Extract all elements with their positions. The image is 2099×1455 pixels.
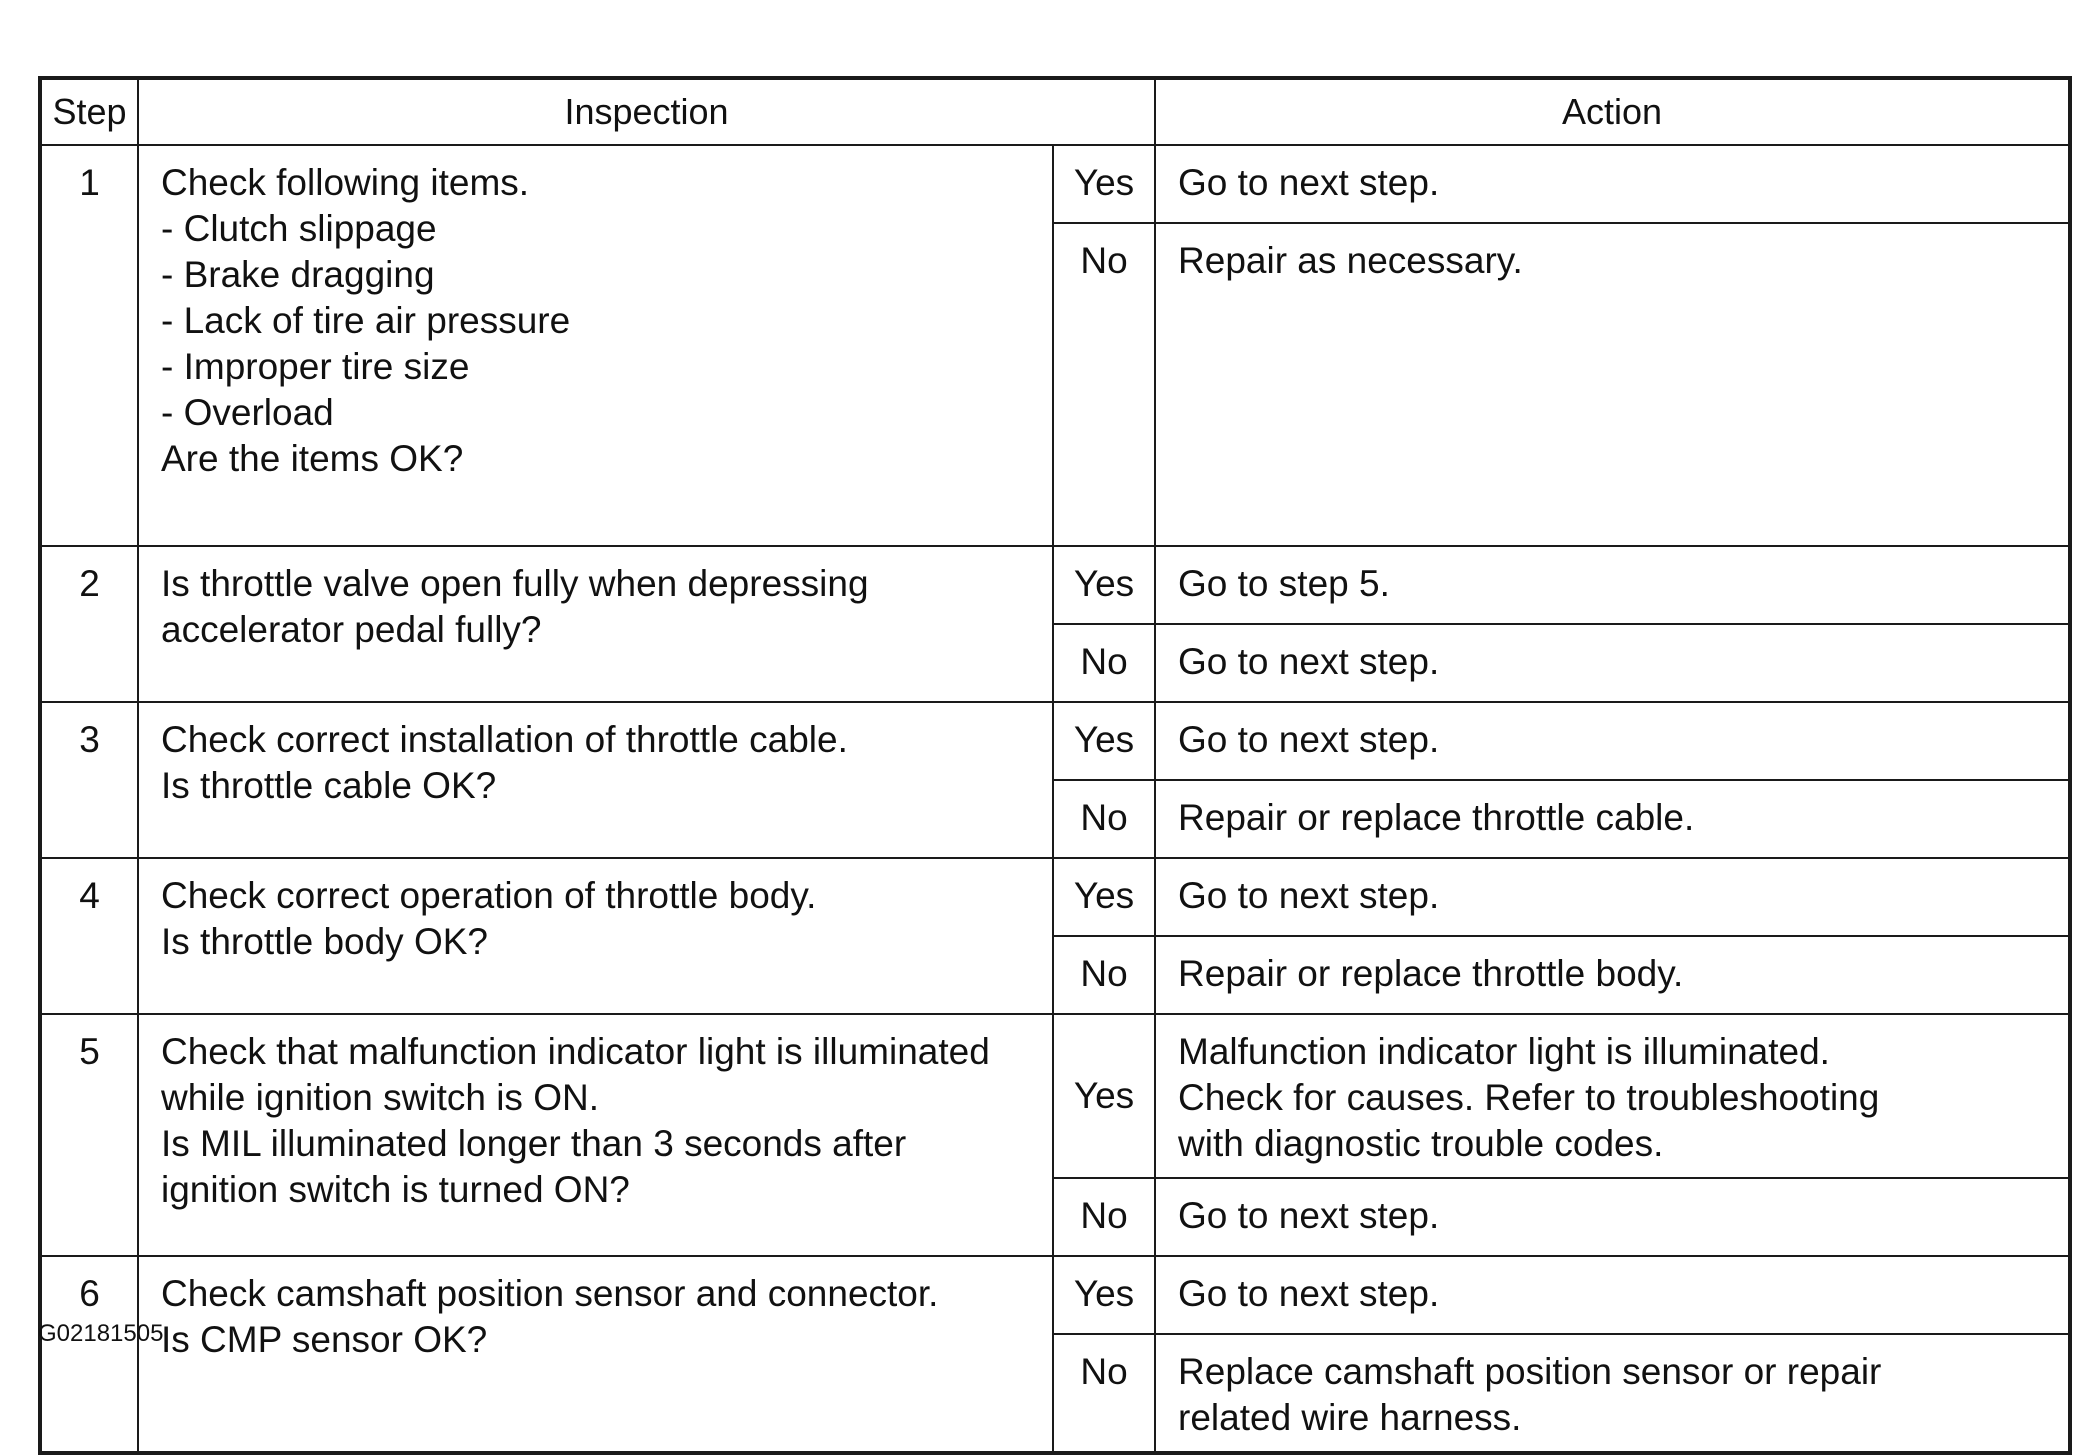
inspection-cell (138, 1256, 1053, 1453)
action-line: Go to next step. (1178, 162, 1440, 203)
table-row (40, 546, 2070, 624)
action-line: Repair or replace throttle body. (1178, 953, 1684, 994)
table-row (40, 1256, 2070, 1334)
action-line: Go to next step. (1178, 719, 1440, 760)
yes-action (1155, 1256, 2070, 1334)
no-label: No (1053, 223, 1155, 546)
action-line: Repair as necessary. (1178, 240, 1523, 281)
action-line: Go to next step. (1178, 641, 1440, 682)
figure-id: G02181505 (38, 1320, 164, 1347)
step-number: 1 (40, 145, 138, 546)
step-number: 4 (40, 858, 138, 1014)
inspection-line: ignition switch is turned ON? (161, 1169, 630, 1210)
action-line: Malfunction indicator light is illuminated. (1178, 1031, 1830, 1072)
table-row (40, 858, 2070, 936)
yes-action (1155, 1014, 2070, 1178)
inspection-cell (138, 546, 1053, 702)
header-action: Action (1155, 78, 2070, 145)
no-label: No (1053, 780, 1155, 858)
inspection-line: Check following items. (161, 162, 530, 203)
header-step: Step (40, 78, 138, 145)
action-line: with diagnostic trouble codes. (1178, 1123, 1664, 1164)
header-inspection: Inspection (138, 78, 1155, 145)
no-action (1155, 936, 2070, 1014)
inspection-line: - Lack of tire air pressure (161, 300, 571, 341)
no-label: No (1053, 624, 1155, 702)
step-number: 3 (40, 702, 138, 858)
inspection-cell (138, 145, 1053, 546)
action-line: Go to step 5. (1178, 563, 1390, 604)
yes-action (1155, 858, 2070, 936)
step-number: 5 (40, 1014, 138, 1256)
action-line: Check for causes. Refer to troubleshooting (1178, 1077, 1880, 1118)
no-action (1155, 780, 2070, 858)
inspection-line: while ignition switch is ON. (161, 1077, 599, 1118)
action-line: Go to next step. (1178, 1273, 1440, 1314)
table-row (40, 702, 2070, 780)
action-line: Repair or replace throttle cable. (1178, 797, 1695, 838)
no-label: No (1053, 936, 1155, 1014)
no-action (1155, 1178, 2070, 1256)
yes-action (1155, 702, 2070, 780)
inspection-line: Is CMP sensor OK? (161, 1319, 488, 1360)
inspection-line: Are the items OK? (161, 438, 464, 479)
yes-action (1155, 546, 2070, 624)
table-row (40, 1014, 2070, 1178)
step-number: 2 (40, 546, 138, 702)
no-label: No (1053, 1178, 1155, 1256)
action-line: Go to next step. (1178, 875, 1440, 916)
inspection-line: Check camshaft position sensor and connector. (161, 1273, 939, 1314)
inspection-line: Is MIL illuminated longer than 3 seconds after (161, 1123, 907, 1164)
inspection-line: Is throttle cable OK? (161, 765, 497, 806)
yes-label: Yes (1053, 145, 1155, 223)
yes-label: Yes (1053, 1014, 1155, 1178)
inspection-line: - Improper tire size (161, 346, 470, 387)
yes-label: Yes (1053, 858, 1155, 936)
table-row (40, 145, 2070, 223)
no-action (1155, 624, 2070, 702)
diagnostic-table (38, 76, 2072, 1455)
action-line: related wire harness. (1178, 1397, 1522, 1438)
inspection-cell (138, 1014, 1053, 1256)
step-number: 6 (40, 1256, 138, 1453)
no-label: No (1053, 1334, 1155, 1453)
inspection-cell (138, 702, 1053, 858)
action-line: Replace camshaft position sensor or repair (1178, 1351, 1882, 1392)
yes-action (1155, 145, 2070, 223)
inspection-line: accelerator pedal fully? (161, 609, 542, 650)
inspection-line: Check correct operation of throttle body. (161, 875, 817, 916)
action-line: Go to next step. (1178, 1195, 1440, 1236)
inspection-line: Is throttle body OK? (161, 921, 489, 962)
inspection-line: Check correct installation of throttle cable. (161, 719, 848, 760)
no-action (1155, 223, 2070, 546)
yes-label: Yes (1053, 546, 1155, 624)
inspection-line: Is throttle valve open fully when depressing (161, 563, 869, 604)
yes-label: Yes (1053, 702, 1155, 780)
inspection-line: - Clutch slippage (161, 208, 437, 249)
no-action (1155, 1334, 2070, 1453)
inspection-line: Check that malfunction indicator light is illuminated (161, 1031, 990, 1072)
inspection-line: - Brake dragging (161, 254, 435, 295)
inspection-cell (138, 858, 1053, 1014)
header-row (40, 78, 2070, 145)
inspection-line: - Overload (161, 392, 334, 433)
yes-label: Yes (1053, 1256, 1155, 1334)
